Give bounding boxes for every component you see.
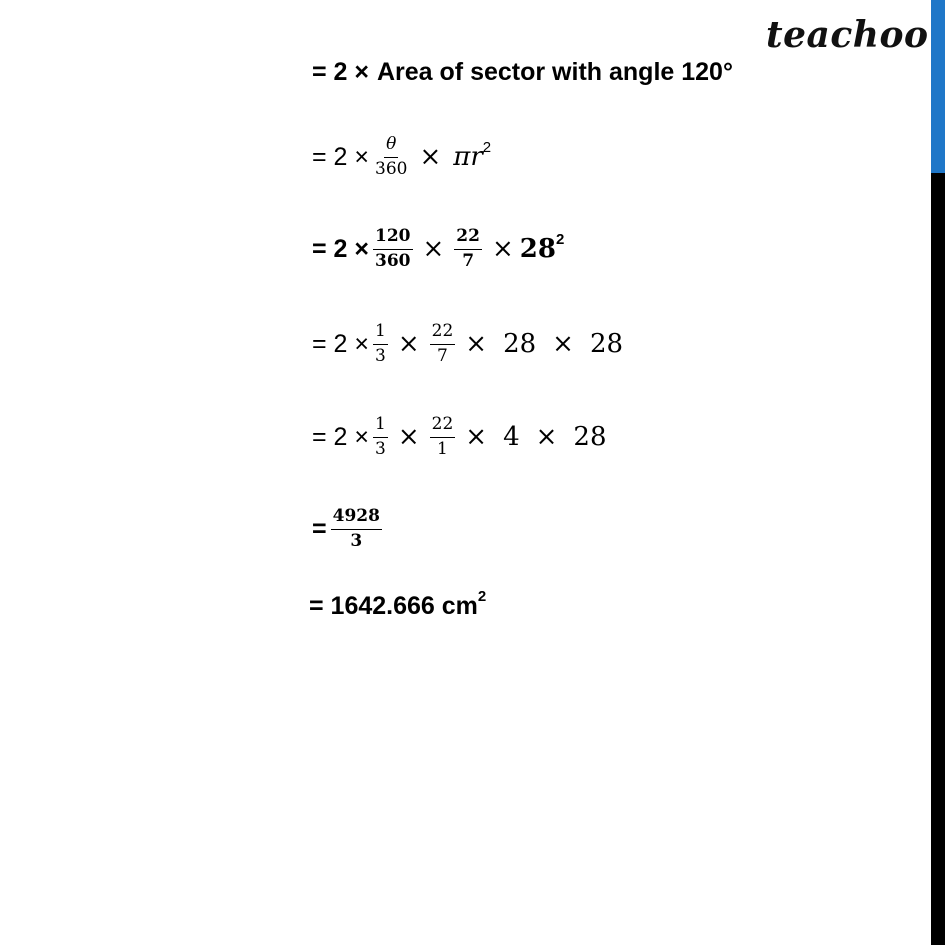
scroll-progress-indicator <box>931 0 945 173</box>
exponent: 2 <box>477 588 487 605</box>
step-2-fraction <box>373 135 409 179</box>
step-5-fraction-1 <box>373 415 388 459</box>
factor-a: 28 <box>503 329 537 360</box>
fraction-denominator: 360 <box>375 250 411 271</box>
times-sign: × <box>465 329 488 360</box>
step-3 <box>312 227 564 271</box>
fraction-denominator: 3 <box>375 438 386 459</box>
fraction-denominator: 360 <box>375 158 408 179</box>
fraction-denominator: 3 <box>350 530 363 551</box>
factor-a: 4 <box>503 422 520 453</box>
result-text: = 1642.666 cm <box>309 592 478 620</box>
times-sign: × <box>419 142 442 173</box>
fraction-numerator: 22 <box>430 322 456 345</box>
fraction-numerator: 22 <box>454 227 482 250</box>
factor-b: 28 <box>589 329 624 360</box>
step-6-prefix: = <box>312 514 327 543</box>
step-4-fraction-2 <box>430 322 456 366</box>
step-5 <box>312 415 607 459</box>
fraction-numerator: 120 <box>373 227 413 250</box>
step-1 <box>312 58 733 87</box>
times-sign: × <box>422 234 445 265</box>
times-sign: × <box>465 422 488 453</box>
scroll-sidebar <box>931 0 945 945</box>
step-1-prefix: = 2 × <box>312 58 369 86</box>
step-7-result <box>309 588 487 621</box>
step-6 <box>312 507 386 551</box>
step-2-prefix: = 2 × <box>312 142 369 171</box>
times-sign: × <box>552 329 574 360</box>
pi-r-term: πr <box>453 142 483 173</box>
step-6-fraction <box>331 507 382 551</box>
step-5-prefix: = 2 × <box>312 422 369 451</box>
step-4-fraction-1 <box>373 322 388 366</box>
fraction-numerator: θ <box>384 135 398 158</box>
step-4-prefix: = 2 × <box>312 329 369 358</box>
step-5-fraction-2 <box>430 415 456 459</box>
times-sign: × <box>535 422 558 453</box>
exponent: 2 <box>482 138 492 156</box>
step-4 <box>312 322 623 366</box>
fraction-denominator: 7 <box>437 345 448 366</box>
times-sign: × <box>397 422 420 453</box>
fraction-numerator: 22 <box>430 415 456 438</box>
exponent: 2 <box>555 230 565 248</box>
fraction-numerator: 1 <box>373 322 388 345</box>
step-3-fraction-1 <box>373 227 413 271</box>
step-1-text: Area of sector with angle 120° <box>377 58 733 86</box>
fraction-denominator: 3 <box>375 345 386 366</box>
step-3-fraction-2 <box>454 227 482 271</box>
fraction-denominator: 1 <box>437 438 448 459</box>
fraction-numerator: 1 <box>373 415 388 438</box>
fraction-numerator: 4928 <box>331 507 382 530</box>
teachoo-logo: teachoo <box>766 14 929 56</box>
fraction-denominator: 7 <box>462 250 475 271</box>
times-sign: × <box>491 234 514 265</box>
base-term: 28 <box>519 234 556 265</box>
step-3-prefix: = 2 × <box>312 234 369 263</box>
factor-b: 28 <box>573 422 607 453</box>
times-sign: × <box>397 329 420 360</box>
step-2 <box>312 135 491 179</box>
